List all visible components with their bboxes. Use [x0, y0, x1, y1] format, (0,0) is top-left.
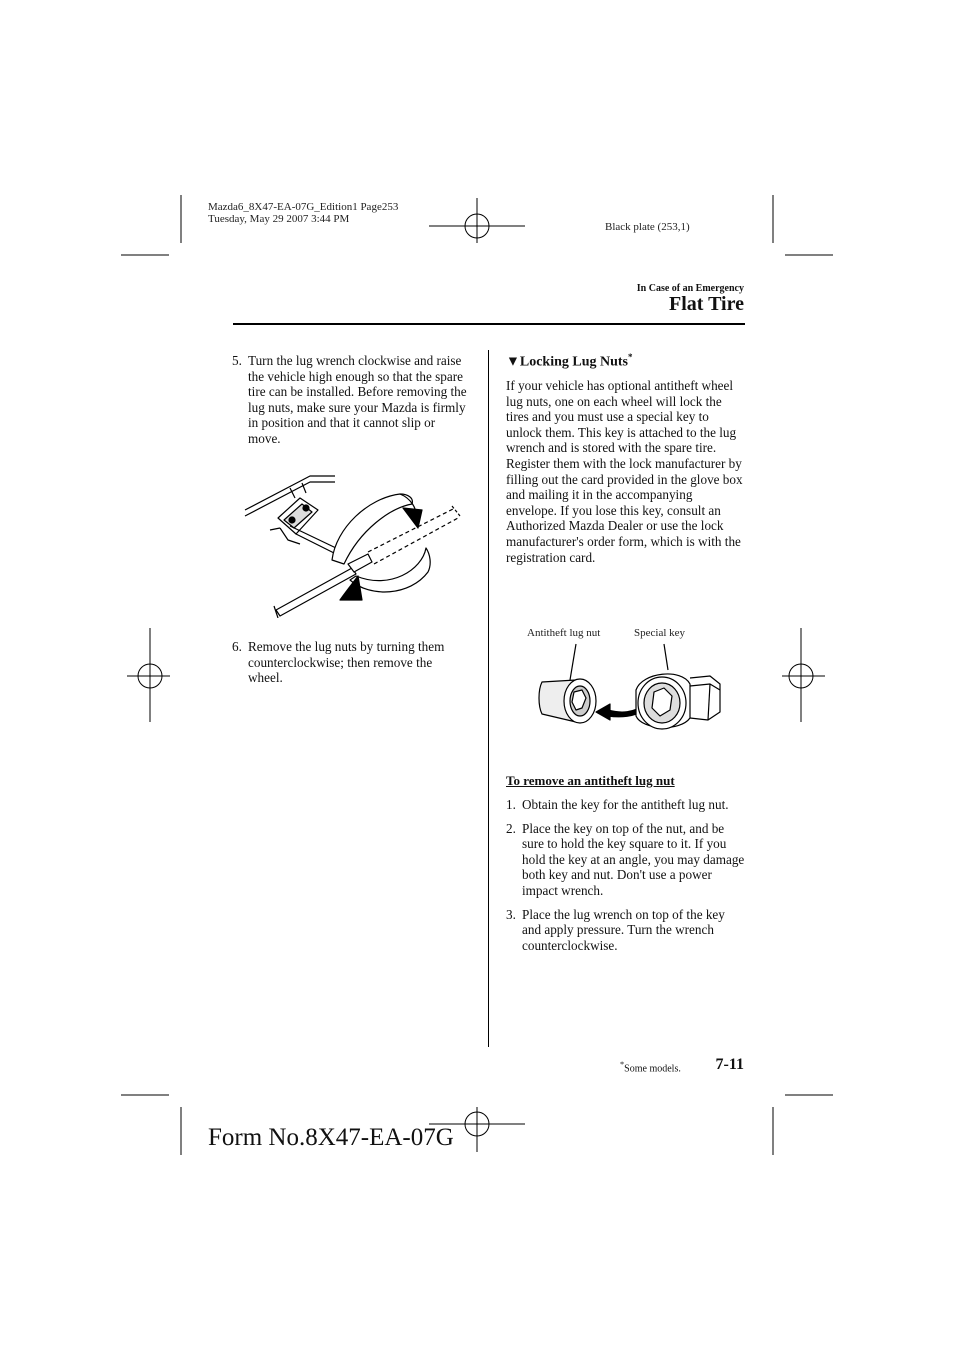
step-6-number: 6. [232, 639, 242, 654]
step-6 [232, 639, 468, 686]
lug-nut-and-key-illustration [530, 640, 730, 732]
heading-text: Locking Lug Nuts [519, 354, 629, 370]
step-5-number: 5. [232, 353, 242, 368]
print-job-info [208, 201, 438, 225]
figure-label-special-key: Special key [634, 627, 686, 639]
remove-step-3-number: 3. [506, 906, 516, 922]
remove-step-2 [506, 821, 746, 899]
footnote-text: Some models. [624, 1063, 681, 1075]
remove-step-3 [506, 907, 746, 954]
column-divider [488, 350, 489, 1047]
left-column [232, 353, 468, 455]
footnote-asterisk: * [620, 1060, 625, 1069]
remove-step-2-text: Place the key on top of the nut, and be sure to hold the key square to it. If you hold the key at an angle, you may damage both key and nut. Don't use a power impact wrench. [522, 820, 745, 898]
remove-step-1-text: Obtain the key for the antitheft lug nut. [522, 797, 729, 812]
section-label: In Case of an Emergency [636, 283, 744, 294]
print-job-line-2: Tuesday, May 29 2007 3:44 PM [208, 213, 350, 225]
locking-lug-nuts-heading [506, 352, 746, 371]
remove-step-3-text: Place the lug wrench on top of the key and apply pressure. Turn the wrench counterclockwise. [522, 906, 725, 953]
remove-step-2-number: 2. [506, 820, 516, 836]
figure-label-antitheft-lug-nut: Antitheft lug nut [527, 627, 601, 639]
plate-label: Black plate (253,1) [605, 221, 690, 233]
left-column-continued [232, 639, 468, 694]
jack-lug-wrench-illustration [240, 468, 465, 618]
step-5 [232, 353, 468, 447]
triangle-marker-icon: ▼ [506, 354, 520, 370]
step-5-text: Turn the lug wrench clockwise and raise the vehicle high enough so that the spare tire can be installed. Before removing the lug nuts, make sure your Mazda is firmly in position and that it cannot slip or move. [248, 353, 467, 446]
remove-step-1-number: 1. [506, 797, 516, 812]
remove-steps [506, 797, 746, 961]
print-job-line-1: Mazda6_8X47-EA-07G_Edition1 Page253 [208, 201, 399, 213]
form-number: Form No.8X47-EA-07G [208, 1124, 454, 1151]
remove-step-1 [506, 797, 746, 813]
locking-lug-nuts-intro: If your vehicle has optional antitheft wheel lug nuts, one on each wheel will lock the tires and you must use a special key to unlock them. This key is attached to the lug wrench and is stored with the spare tire. Register them with the lock manufacturer by filling out the card provided in the glove box and mailing it in the accompanying envelope. If you lose this key, consult an Authorized Mazda Dealer or use the lock manufacturer's order form, which is with the registration card. [506, 378, 743, 565]
remove-antitheft-subheading: To remove an antitheft lug nut [506, 773, 675, 788]
asterisk-icon: * [628, 352, 633, 362]
footnote [620, 1060, 681, 1074]
page-number: 7-11 [715, 1056, 744, 1073]
page-title: Flat Tire [669, 293, 744, 315]
header-rule [233, 323, 745, 325]
step-6-text: Remove the lug nuts by turning them counterclockwise; then remove the wheel. [248, 639, 445, 686]
